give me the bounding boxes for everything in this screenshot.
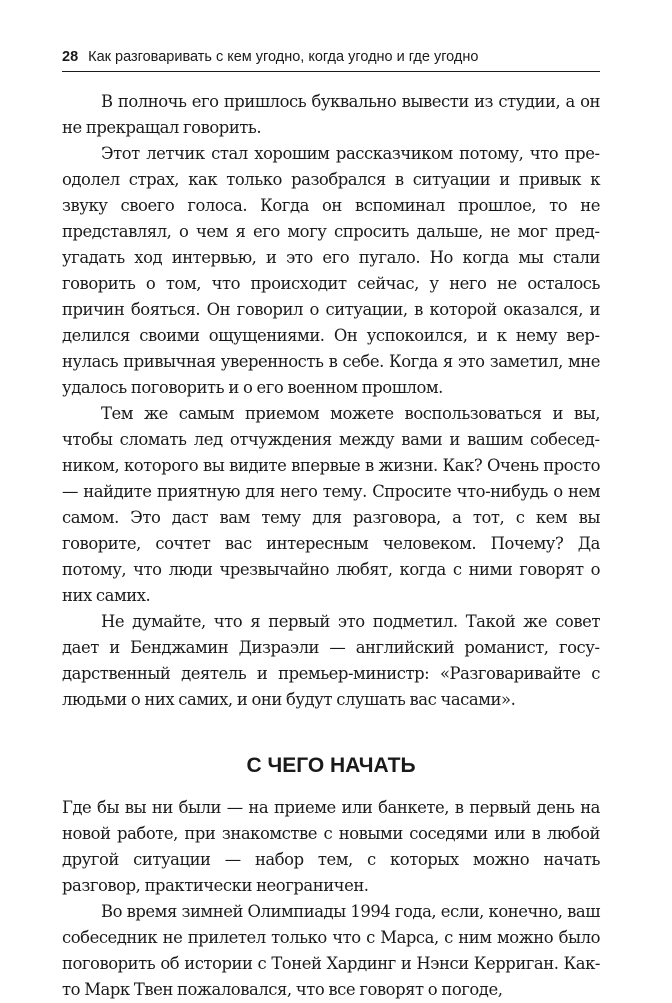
paragraph: Этот летчик стал хорошим рассказчиком потому, что преодолел страх, как только разобрался в ситуации и привык к звуку своего голоса. Когда он вспоминал прошлое, то не представлял, о чем я его могу спросить дальше, не мог предугадать ход интервью, и это его пугало. Но когда мы стали говорить о том, что происходит сейчас, у него не осталось причин бояться. Он говорил о ситуации, в которой оказался, и делился своими ощущениями. Он успокоился, и к нему вернулась привычная уверенность в себе. Когда я это заметил, мне удалось поговорить и о его военном прошлом. [62, 144, 600, 397]
running-title: Как разговаривать с кем угодно, когда угодно и где угодно [88, 49, 479, 65]
paragraph: В полночь его пришлось буквально вывести из студии, а он не прекращал говорить. [62, 92, 600, 137]
header-rule [62, 71, 600, 72]
paragraph: Во время зимней Олимпиады 1994 года, если, конечно, ваш собеседник не прилетел только что с Марса, с ним можно было поговорить об истории с Тоней Хардинг и Нэнси Керриган. Как-то Марк Твен пожаловался, что все говорят о погоде, [62, 902, 600, 999]
page-number: 28 [62, 49, 79, 65]
body-text [62, 89, 600, 1003]
paragraph: Тем же самым приемом можете воспользоваться и вы, чтобы сломать лед отчуждения между вами и вашим собеседником, которого вы видите впервые в жизни. Как? Очень просто — найдите приятную для него тему. Спросите что-нибудь о нем самом. Это даст вам тему для разговора, а тот, с кем вы говорите, сочтет вас интересным человеком. Почему? Да потому, что люди чрезвычайно любят, когда с ними говорят о них самих. [62, 404, 600, 605]
paragraph: Где бы вы ни были — на приеме или банкете, в первый день на новой работе, при знакомстве с новыми соседями или в любой другой ситуации — набор тем, с которых можно начать разговор, практически неограничен. [62, 798, 600, 895]
paragraph: Не думайте, что я первый это подметил. Такой же совет дает и Бенджамин Дизраэли — английский романист, государственный деятель и премьер-министр: «Разговаривайте с людьми о них самих, и они будут слушать вас часами». [62, 612, 600, 709]
section-heading: С ЧЕГО НАЧАТЬ [246, 754, 416, 777]
running-header [62, 46, 600, 68]
